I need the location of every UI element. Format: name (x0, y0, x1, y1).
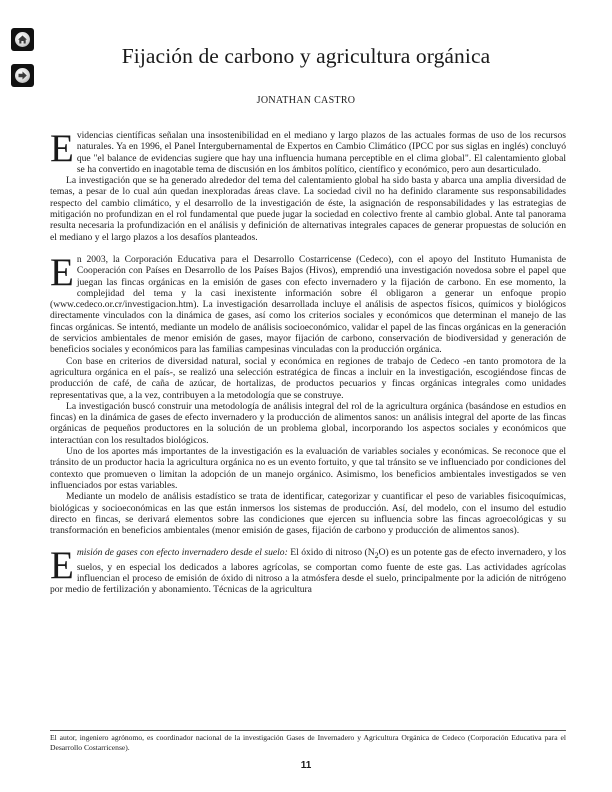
paragraph-text: El óxido di nitroso (N (287, 547, 375, 559)
drop-cap: E (50, 544, 74, 588)
next-page-icon (15, 68, 30, 83)
paragraph (50, 175, 566, 243)
paragraph-text: Con base en criterios de diversidad natural, social y económica en regiones de trabajo de Cedeco -en tanto promotora de la agricultura orgánica en el país-, se realizó una selección estratégica de fincas a incluir en la investigación, escogiéndose fincas de producción de café, de caña de azúcar, de hortalizas, de productos pecuarios y fincas orgánicas integrales como unidades representativas que, a la vez, contribuyen a la metodología que se construye. (50, 355, 566, 401)
paragraph-text: n 2003, la Corporación Educativa para el Desarrollo Costarricense (Cedeco), con el apoyo del Instituto Humanista de Cooperación con Países en Desarrollo de los Países Bajos (Hivos), emprendió una investigación novedosa sobre el papel que juegan las fincas orgánicas en la emisión de gases con efecto invernadero y la fijación de carbono. En ese momento, la complejidad del tema y la casi inexistente información sobre él obligaron a generar un enfoque propio (www.cedeco.or.cr/investigacion.htm). La investigación desarrollada incluye el análisis de aspectos físicos, químicos y biológicos directamente vinculados con la dinámica de gases, así como los criterios sociales y económicos que determinan el manejo de las fincas orgánicas. Se intentó, mediante un modelo de análisis socioeconómico, validar el papel de las fincas orgánicas en la generación de servicios ambientales de menor emisión de gases, mayor fijación de carbono, conservación de biodiversidad y generación de beneficios sociales y económicos para las familias campesinas vinculadas con la producción orgánica. (50, 253, 566, 356)
paragraph-text: Mediante un modelo de análisis estadístico se trata de identificar, categorizar y cuantificar el peso de variables fisicoquímicas, biológicas y socioeconómicas en las que están inmersos los sistemas de producción. Así, del modelo, con el insumo del estudio directo en fincas, se derivará elementos sobre las condiciones que ejercen su influencia sobre las fincas agroecológicas y su transformación en beneficios ambientales (menor emisión de gases, fijación de carbono y producción de alimentos sanos). (50, 491, 566, 537)
footnote-divider (50, 730, 566, 731)
paragraph (50, 446, 566, 491)
page-title: Fijación de carbono y agricultura orgánica (121, 44, 491, 68)
paragraph (50, 491, 566, 536)
paragraph (50, 356, 566, 401)
paragraph-text: La investigación que se ha generado alrededor del tema del calentamiento global ha sido basta y abarca una amplia diversidad de temas, a pesar de lo cual aún quedan inexploradas áreas clave. La sociedad civil no ha definido claramente sus responsabilidades respecto del cambio climático, y el desarrollo de la investigación de éste, la asignación de responsabilidades y las estrategias de mitigación no profundizan en el rol fundamental que puede jugar la sociedad en colectivo frente al cambio global. Ante tal panorama resulta necesaria la profundización en el análisis y definición de alternativas integrales capaces de generar propuestas de solución en el mediano y el largo plazos a los desafíos planteados. (50, 175, 566, 243)
page-number: 11 (300, 760, 312, 771)
footnote: El autor, ingeniero agrónomo, es coordinador nacional de la investigación Gases de Invernadero y Agricultura Orgánica de Cedeco (Corporación Educativa para el Desarrollo Costarricense). (50, 733, 566, 752)
article-body (50, 127, 567, 596)
section-lead: misión de gases con efecto invernadero desde el suelo: (76, 547, 288, 559)
subscript: 2 (374, 551, 379, 561)
drop-cap: E (50, 127, 74, 170)
paragraph (50, 127, 566, 175)
paragraph-text: La investigación buscó construir una metodología de análisis integral del rol de la agricultura orgánica (basándose en estudios en fincas) en la dinámica de gases de efecto invernadero y la producción de alimentos sanos: un análisis integral del aporte de las fincas orgánicas de pequeños productores en la solución de un problema global, incorporando los aspectos sociales y económicos que interactúan con los resultados biológicos. (50, 400, 566, 446)
paragraph (50, 250, 566, 356)
author-name: JONATHAN CASTRO (256, 95, 356, 106)
paragraph-text: O) es un potente gas de efecto invernadero, y los suelos, y en especial los dedicados a labores agrícolas, se comportan como fuente de este gas. Las actividades agrícolas influencian el proceso de emisión de óxido di nitroso a la atmósfera desde el suelo, principalmente por la adición de nitrógeno por medio de fertilización y abonamiento. Técnicas de la agricultura (50, 547, 567, 596)
paragraph (50, 544, 567, 596)
paragraph-text: Uno de los aportes más importantes de la investigación es la evaluación de variables sociales y económicas. Se reconoce que el tránsito de un productor hacia la agricultura orgánica no es un evento fortuito, y que tal tránsito se ve influenciado por condiciones del contexto que promueven o limitan la adopción de un manejo orgánico. Asimismo, los beneficios ambientales investigados se ven influenciados por estas variables. (50, 446, 566, 491)
paragraph-text: videncias científicas señalan una insostenibilidad en el mediano y largo plazos de las actuales formas de uso de los recursos naturales. Ya en 1996, el Panel Intergubernamental de Expertos en Cambio Climático (IPCC por sus siglas en inglés) concluyó que "el balance de evidencias sugiere que hay una influencia humana perceptible en el clima global". El calentamiento global se ha convertido en inagotable tema de discusión en los ámbitos político, científico y económico, pero aun desarticulado. (76, 130, 566, 175)
drop-cap: E (50, 250, 74, 294)
paragraph (50, 401, 566, 446)
